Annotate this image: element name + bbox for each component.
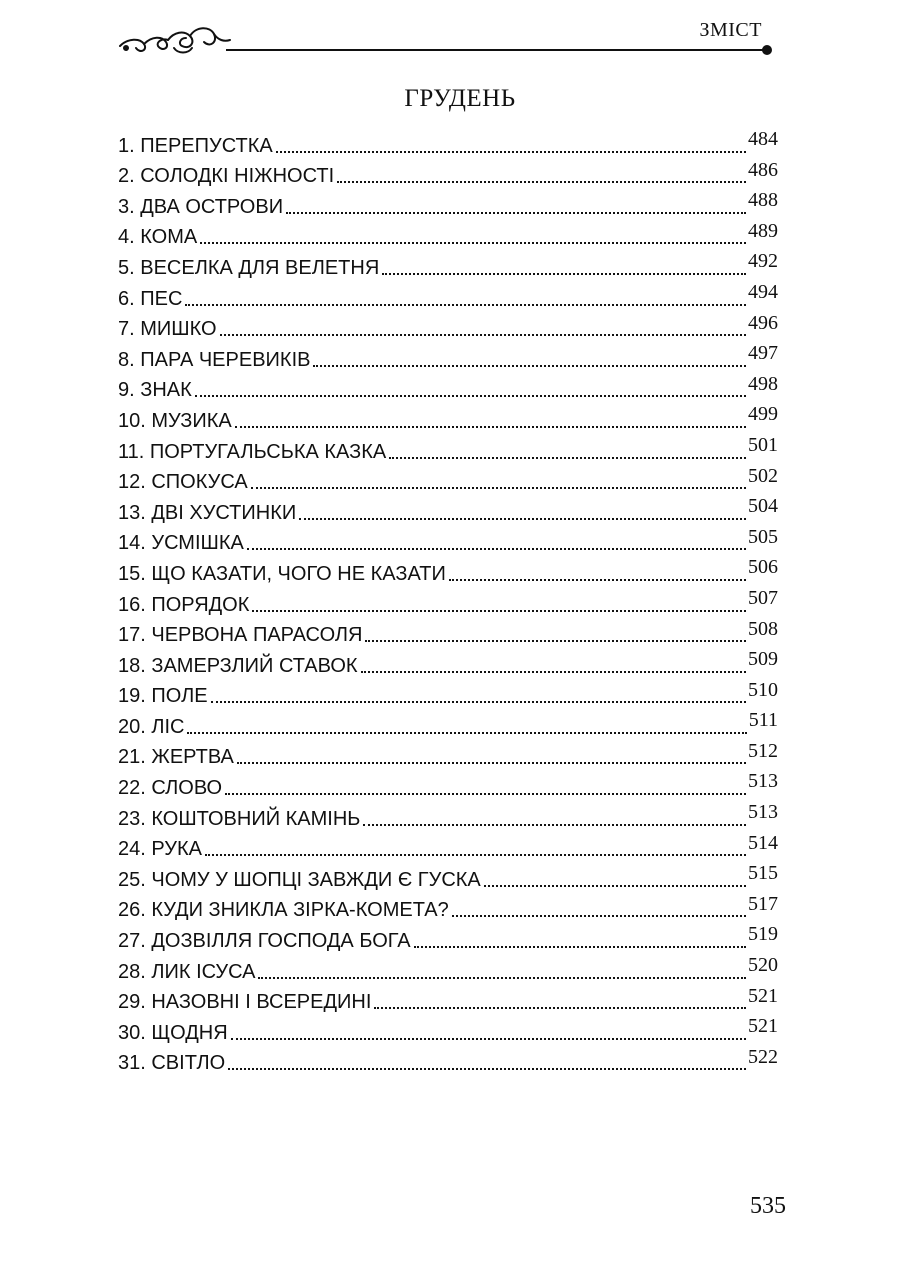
toc-entry-page: 489 (748, 219, 778, 242)
toc-entry-page: 522 (748, 1045, 778, 1068)
toc-entry[interactable] (118, 679, 778, 710)
toc-entry-page: 521 (748, 984, 778, 1007)
running-title: ЗМІСТ (699, 19, 762, 41)
toc-entry-title: 10. МУЗИКА (118, 409, 232, 432)
dot-leader (365, 640, 746, 642)
toc-entry-title: 12. СПОКУСА (118, 471, 248, 494)
toc-entry[interactable] (118, 556, 778, 587)
toc-entry-page: 502 (748, 464, 778, 487)
toc-entry-page: 497 (748, 342, 778, 365)
toc-entry-title: 19. ПОЛЕ (118, 685, 208, 708)
toc-entry-page: 504 (748, 495, 778, 518)
toc-entry-title: 16. ПОРЯДОК (118, 593, 250, 616)
toc-entry[interactable] (118, 1046, 778, 1077)
toc-entry-title: 21. ЖЕРТВА (118, 746, 234, 769)
dot-leader (449, 579, 746, 581)
toc-entry-page: 498 (748, 372, 778, 395)
dot-leader (211, 701, 746, 703)
toc-entry[interactable] (118, 770, 778, 801)
toc-entry[interactable] (118, 648, 778, 679)
toc-entry-title: 27. ДОЗВІЛЛЯ ГОСПОДА БОГА (118, 930, 411, 953)
toc-entry-page: 513 (748, 801, 778, 824)
dot-leader (363, 824, 746, 826)
toc-entry-title: 3. ДВА ОСТРОВИ (118, 195, 284, 218)
dot-leader (220, 334, 746, 336)
toc-entry[interactable] (118, 250, 778, 281)
toc-entry-page: 519 (748, 923, 778, 946)
toc-entry-title: 31. СВІТЛО (118, 1052, 226, 1075)
toc-entry-page: 484 (748, 128, 778, 150)
dot-leader (414, 946, 746, 948)
toc-entry-title: 17. ЧЕРВОНА ПАРАСОЛЯ (118, 624, 363, 647)
toc-entry[interactable] (118, 403, 778, 434)
toc-entry-page: 507 (748, 586, 778, 609)
dot-leader (200, 242, 746, 244)
toc-entry-page: 514 (748, 831, 778, 854)
toc-entry[interactable] (118, 618, 778, 649)
toc-entry-title: 14. УСМІШКА (118, 532, 244, 555)
toc-entry-title: 13. ДВІ ХУСТИНКИ (118, 501, 297, 524)
toc-entry[interactable] (118, 434, 778, 465)
dot-leader (251, 487, 746, 489)
dot-leader (185, 304, 746, 306)
toc-entry[interactable] (118, 587, 778, 618)
toc-entry-page: 511 (748, 709, 778, 732)
toc-entry[interactable] (118, 312, 778, 343)
toc-entry-title: 11. ПОРТУГАЛЬСЬКА КАЗКА (118, 440, 387, 463)
toc-entry-page: 488 (748, 189, 778, 212)
dot-leader (286, 212, 746, 214)
toc-entry[interactable] (118, 801, 778, 832)
toc-entry-page: 513 (748, 770, 778, 793)
toc-entry-title: 20. ЛІС (118, 715, 185, 738)
dot-leader (361, 671, 746, 673)
toc-entry[interactable] (118, 128, 778, 159)
toc-entry-title: 30. ЩОДНЯ (118, 1021, 228, 1044)
toc-entry[interactable] (118, 189, 778, 220)
toc-entry-title: 24. РУКА (118, 838, 202, 861)
toc-entry-page: 508 (748, 617, 778, 640)
dot-leader (225, 793, 746, 795)
toc-entry-page: 486 (748, 158, 778, 181)
toc-entry-title: 26. КУДИ ЗНИКЛА ЗІРКА-КОМЕТА? (118, 899, 449, 922)
toc-entry-title: 18. ЗАМЕРЗЛИЙ СТАВОК (118, 654, 358, 677)
toc-entry-page: 515 (748, 862, 778, 885)
dot-leader (374, 1007, 746, 1009)
toc-entry-page: 494 (748, 280, 778, 303)
dot-leader (195, 395, 746, 397)
toc-entry-title: 9. ЗНАК (118, 379, 192, 402)
dot-leader (299, 518, 746, 520)
dot-leader (276, 151, 746, 153)
toc-entry[interactable] (118, 220, 778, 251)
running-header (118, 12, 778, 56)
dot-leader (484, 885, 746, 887)
dot-leader (247, 548, 746, 550)
toc-entry-title: 29. НАЗОВНІ І ВСЕРЕДИНІ (118, 991, 372, 1014)
dot-leader (382, 273, 746, 275)
toc-entry-title: 15. ЩО КАЗАТИ, ЧОГО НЕ КАЗАТИ (118, 562, 446, 585)
toc-entry-page: 517 (748, 892, 778, 915)
dot-leader (313, 365, 746, 367)
dot-leader (258, 977, 746, 979)
toc-entry-title: 22. СЛОВО (118, 777, 223, 800)
toc-entry-page: 496 (748, 311, 778, 334)
toc-entry-page: 492 (748, 250, 778, 273)
section-title: ГРУДЕНЬ (404, 85, 516, 112)
toc-entry[interactable] (118, 893, 778, 924)
toc-entry-page: 521 (748, 1015, 778, 1038)
toc-entry-page: 505 (748, 525, 778, 548)
toc-entry[interactable] (118, 342, 778, 373)
toc-entry-title: 5. ВЕСЕЛКА ДЛЯ ВЕЛЕТНЯ (118, 256, 380, 279)
toc-entry-title: 25. ЧОМУ У ШОПЦІ ЗАВЖДИ Є ГУСКА (118, 868, 481, 891)
toc-entry-page: 501 (748, 433, 778, 456)
toc-entry-title: 2. СОЛОДКІ НІЖНОСТІ (118, 165, 335, 188)
dot-leader (228, 1068, 746, 1070)
toc-entry-page: 520 (748, 954, 778, 977)
dot-leader (389, 457, 746, 459)
page-number: 535 (750, 1193, 786, 1219)
toc-entry[interactable] (118, 862, 778, 893)
toc-entry-page: 510 (748, 678, 778, 701)
toc-entry[interactable] (118, 709, 778, 740)
dot-leader (205, 854, 746, 856)
toc-entry-title: 4. КОМА (118, 226, 198, 249)
toc-entry[interactable] (118, 1015, 778, 1046)
toc-entry-title: 23. КОШТОВНИЙ КАМІНЬ (118, 807, 361, 830)
toc-entry-title: 1. ПЕРЕПУСТКА (118, 134, 273, 157)
toc-entry[interactable] (118, 281, 778, 312)
toc-entry-page: 499 (748, 403, 778, 426)
toc-entry[interactable] (118, 954, 778, 985)
toc-entry[interactable] (118, 740, 778, 771)
dot-leader (231, 1038, 746, 1040)
flourish-ornament-icon (118, 12, 778, 56)
dot-leader (237, 762, 746, 764)
toc-entry[interactable] (118, 373, 778, 404)
toc-entry[interactable] (118, 526, 778, 557)
toc-entry-title: 28. ЛИК ІСУСА (118, 960, 256, 983)
toc-entry[interactable] (118, 159, 778, 190)
toc-entry-title: 8. ПАРА ЧЕРЕВИКІВ (118, 348, 311, 371)
toc-entry-title: 6. ПЕС (118, 287, 183, 310)
toc-entry[interactable] (118, 923, 778, 954)
dot-leader (187, 732, 746, 734)
dot-leader (252, 610, 746, 612)
toc-entry[interactable] (118, 465, 778, 496)
dot-leader (337, 181, 746, 183)
toc-entry-page: 509 (748, 648, 778, 671)
toc-entry-title: 7. МИШКО (118, 318, 217, 341)
toc-entry[interactable] (118, 495, 778, 526)
table-of-contents (118, 128, 778, 1076)
dot-leader (452, 915, 746, 917)
toc-entry[interactable] (118, 985, 778, 1016)
toc-entry-page: 506 (748, 556, 778, 579)
toc-entry[interactable] (118, 832, 778, 863)
toc-entry-page: 512 (748, 739, 778, 762)
dot-leader (235, 426, 746, 428)
